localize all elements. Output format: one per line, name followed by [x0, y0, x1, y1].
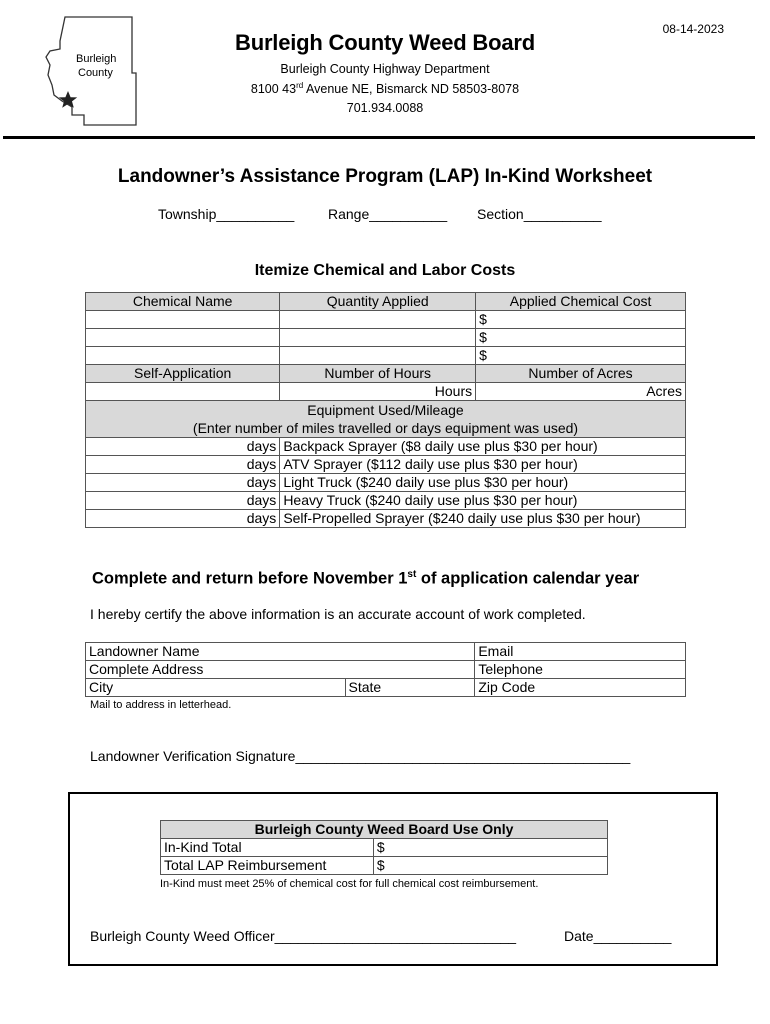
document-date: 08-14-2023 — [662, 22, 724, 36]
chemical-row — [86, 311, 686, 329]
equipment-row — [86, 510, 686, 528]
days-cell[interactable]: days — [86, 492, 280, 510]
days-cell[interactable]: days — [86, 438, 280, 456]
equipment-row — [86, 474, 686, 492]
cost-cell[interactable]: $ — [476, 329, 686, 347]
inkind-total-value[interactable]: $ — [373, 839, 607, 857]
equipment-label: Backpack Sprayer ($8 daily use plus $30 per hour) — [280, 438, 686, 456]
equipment-label: Light Truck ($240 daily use plus $30 per hour) — [280, 474, 686, 492]
telephone-field[interactable]: Telephone — [475, 661, 686, 679]
acres-header: Number of Acres — [476, 365, 686, 383]
equipment-label: Self-Propelled Sprayer ($240 daily use plus $30 per hour) — [280, 510, 686, 528]
equipment-row — [86, 438, 686, 456]
quantity-cell[interactable] — [280, 329, 476, 347]
return-deadline: Complete and return before November 1st of application calendar year — [92, 569, 640, 588]
quantity-cell[interactable] — [280, 311, 476, 329]
equipment-header — [86, 401, 686, 438]
section-field[interactable]: Section__________ — [477, 206, 602, 222]
self-application-header-row — [86, 365, 686, 383]
costs-heading: Itemize Chemical and Labor Costs — [254, 262, 516, 279]
range-field[interactable]: Range__________ — [328, 206, 448, 222]
chemical-name-cell[interactable] — [86, 311, 280, 329]
chemical-name-cell[interactable] — [86, 329, 280, 347]
acres-cell[interactable]: Acres — [476, 383, 686, 401]
inkind-total-label: In-Kind Total — [161, 839, 374, 857]
cost-cell[interactable]: $ — [476, 347, 686, 365]
phone-line: 701.934.0088 — [346, 101, 424, 115]
board-title: Burleigh County Weed Board — [235, 30, 535, 55]
equipment-row — [86, 456, 686, 474]
email-field[interactable]: Email — [475, 643, 686, 661]
chemical-row — [86, 347, 686, 365]
weed-officer-signature-line[interactable]: Burleigh County Weed Officer_______________________________ — [90, 928, 517, 944]
hours-header: Number of Hours — [280, 365, 476, 383]
equipment-row — [86, 492, 686, 510]
equipment-title: Equipment Used/Mileage — [307, 402, 464, 418]
equipment-label: ATV Sprayer ($112 daily use plus $30 per hour) — [280, 456, 686, 474]
lap-reimbursement-label: Total LAP Reimbursement — [161, 857, 374, 875]
logo-text-line2: County — [78, 67, 113, 79]
self-application-row — [86, 383, 686, 401]
township-field[interactable]: Township__________ — [158, 206, 295, 222]
address-line: 8100 43rd Avenue NE, Bismarck ND 58503-8078 — [250, 81, 520, 97]
chemical-row — [86, 329, 686, 347]
days-cell[interactable]: days — [86, 510, 280, 528]
office-use-heading: Burleigh County Weed Board Use Only — [161, 821, 608, 839]
days-cell[interactable]: days — [86, 474, 280, 492]
certify-statement: I hereby certify the above information is an accurate account of work completed. — [90, 606, 586, 622]
hours-cell[interactable]: Hours — [280, 383, 476, 401]
cost-cell[interactable]: $ — [476, 311, 686, 329]
chemical-name-header: Chemical Name — [86, 293, 280, 311]
address-field[interactable]: Complete Address — [86, 661, 475, 679]
city-field[interactable]: City — [86, 679, 346, 697]
logo-text-line1: Burleigh — [76, 53, 117, 65]
self-application-header: Self-Application — [86, 365, 280, 383]
mail-note: Mail to address in letterhead. — [90, 699, 232, 711]
equipment-note: (Enter number of miles travelled or days equipment was used) — [192, 420, 579, 436]
costs-table — [85, 292, 686, 528]
header-divider — [3, 136, 755, 139]
officer-date-field[interactable]: Date__________ — [564, 928, 672, 944]
lap-reimbursement-value[interactable]: $ — [373, 857, 607, 875]
worksheet-title: Landowner’s Assistance Program (LAP) In-Kind Worksheet — [117, 166, 653, 187]
quantity-cell[interactable] — [280, 347, 476, 365]
landowner-table — [85, 642, 686, 697]
days-cell[interactable]: days — [86, 456, 280, 474]
equipment-label: Heavy Truck ($240 daily use plus $30 per hour) — [280, 492, 686, 510]
department-line: Burleigh County Highway Department — [280, 62, 490, 76]
quantity-applied-header: Quantity Applied — [280, 293, 476, 311]
state-field[interactable]: State — [345, 679, 475, 697]
zip-field[interactable]: Zip Code — [475, 679, 686, 697]
costs-header-row — [86, 293, 686, 311]
equipment-header-row — [86, 401, 686, 438]
landowner-name-field[interactable]: Landowner Name — [86, 643, 475, 661]
landowner-signature-line[interactable]: Landowner Verification Signature___________________________________________ — [90, 748, 631, 764]
inkind-note: In-Kind must meet 25% of chemical cost for full chemical cost reimbursement. — [160, 878, 539, 890]
chemical-cost-header: Applied Chemical Cost — [476, 293, 686, 311]
chemical-name-cell[interactable] — [86, 347, 280, 365]
office-use-table — [160, 820, 608, 875]
self-application-cell[interactable] — [86, 383, 280, 401]
